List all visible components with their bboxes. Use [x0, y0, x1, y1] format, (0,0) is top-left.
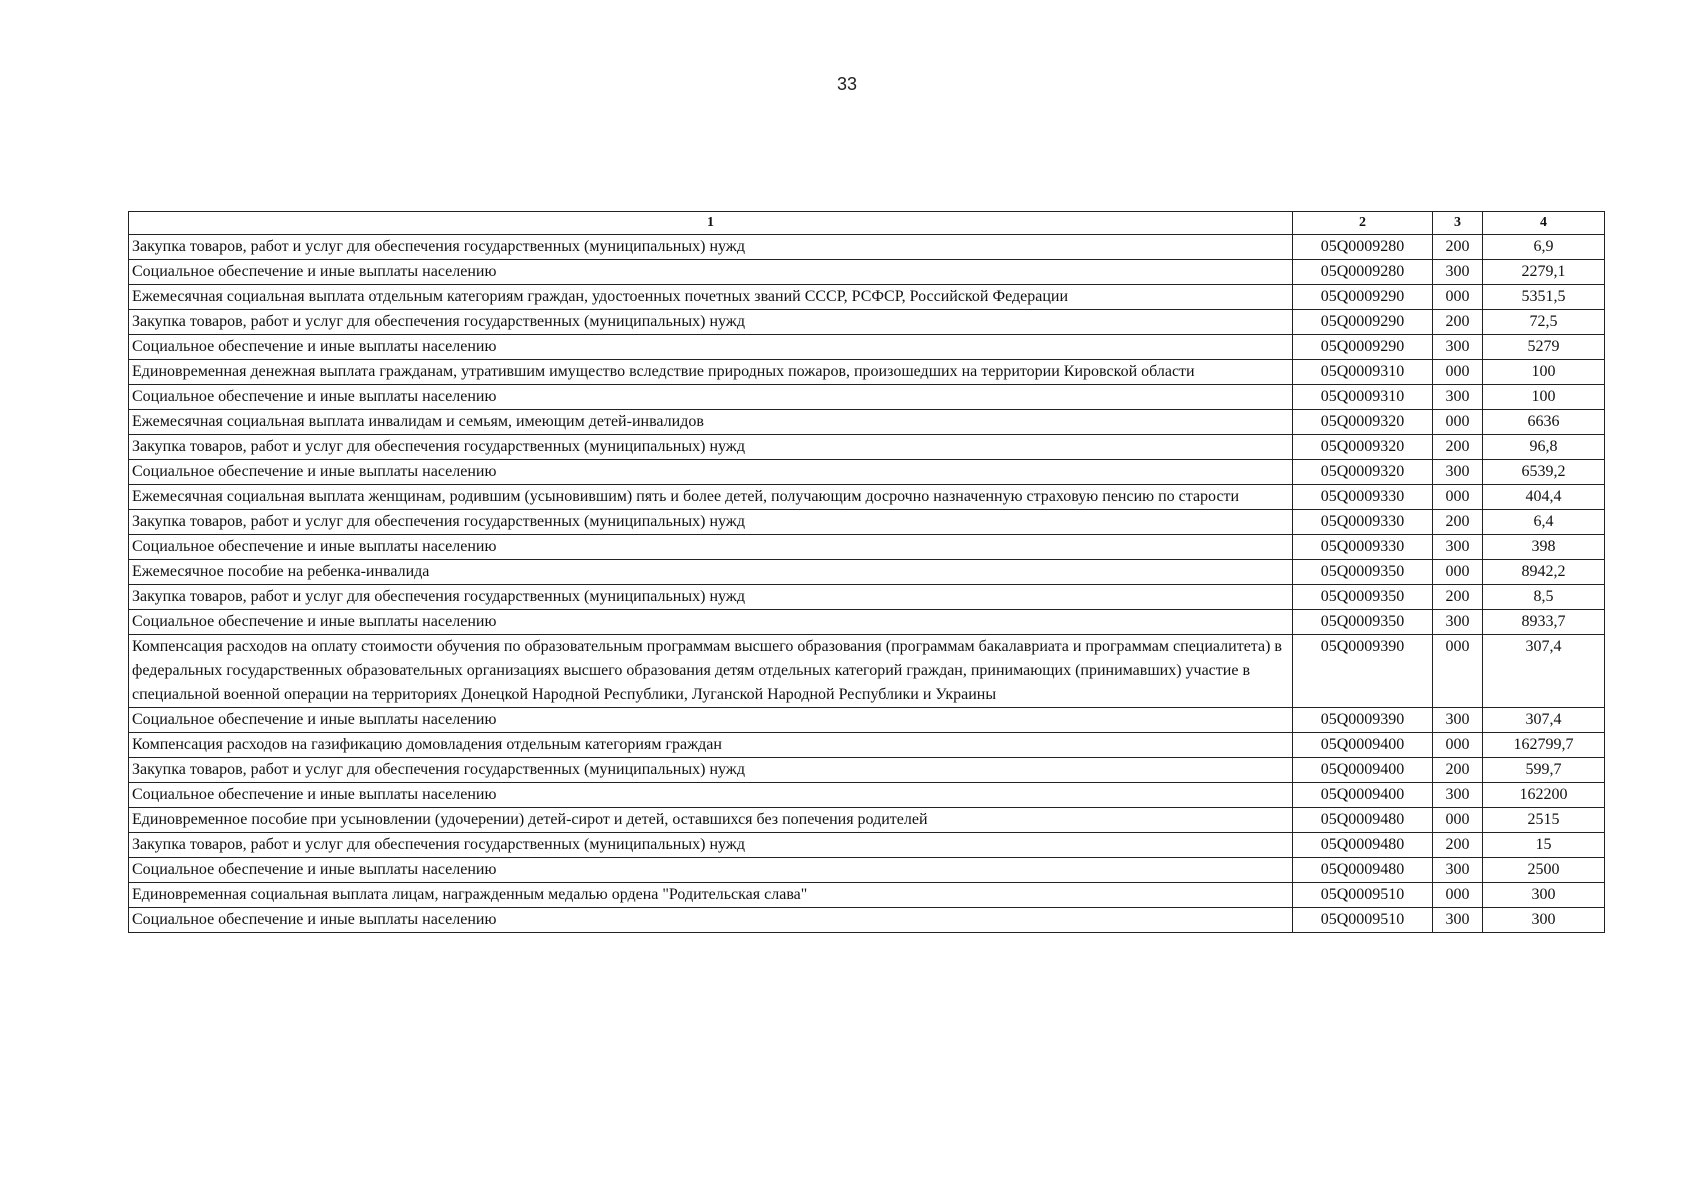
amount-cell: 6,4: [1483, 510, 1605, 535]
table-row: [129, 908, 1605, 933]
target-code-cell: 05Q0009330: [1293, 510, 1433, 535]
table-row: [129, 260, 1605, 285]
table-row: [129, 410, 1605, 435]
table-row: [129, 510, 1605, 535]
expense-type-cell: 300: [1433, 908, 1483, 933]
table-row: [129, 808, 1605, 833]
table-row: [129, 635, 1605, 708]
table-row: [129, 758, 1605, 783]
amount-cell: 6636: [1483, 410, 1605, 435]
expense-name-cell: Ежемесячная социальная выплата инвалидам и семьям, имеющим детей-инвалидов: [129, 410, 1293, 435]
amount-cell: 100: [1483, 385, 1605, 410]
target-code-cell: 05Q0009290: [1293, 310, 1433, 335]
amount-cell: 300: [1483, 883, 1605, 908]
amount-cell: 2279,1: [1483, 260, 1605, 285]
expense-name-cell: Закупка товаров, работ и услуг для обеспечения государственных (муниципальных) нужд: [129, 310, 1293, 335]
expense-name-cell: Закупка товаров, работ и услуг для обеспечения государственных (муниципальных) нужд: [129, 435, 1293, 460]
expense-name-cell: Закупка товаров, работ и услуг для обеспечения государственных (муниципальных) нужд: [129, 758, 1293, 783]
target-code-cell: 05Q0009390: [1293, 708, 1433, 733]
target-code-cell: 05Q0009480: [1293, 858, 1433, 883]
expense-name-cell: Социальное обеспечение и иные выплаты населению: [129, 385, 1293, 410]
expense-type-cell: 300: [1433, 460, 1483, 485]
amount-cell: 5279: [1483, 335, 1605, 360]
expense-type-cell: 300: [1433, 385, 1483, 410]
expense-name-cell: Ежемесячное пособие на ребенка-инвалида: [129, 560, 1293, 585]
expense-type-cell: 000: [1433, 635, 1483, 708]
target-code-cell: 05Q0009280: [1293, 260, 1433, 285]
expense-type-cell: 200: [1433, 235, 1483, 260]
header-cell-1: 1: [129, 212, 1293, 235]
expense-type-cell: 300: [1433, 783, 1483, 808]
table-row: [129, 285, 1605, 310]
target-code-cell: 05Q0009390: [1293, 635, 1433, 708]
target-code-cell: 05Q0009400: [1293, 783, 1433, 808]
table-header-row: [129, 212, 1605, 235]
target-code-cell: 05Q0009330: [1293, 485, 1433, 510]
budget-table: [128, 211, 1605, 933]
amount-cell: 15: [1483, 833, 1605, 858]
expense-type-cell: 300: [1433, 610, 1483, 635]
expense-name-cell: Ежемесячная социальная выплата отдельным категориям граждан, удостоенных почетных званий СССР, РСФСР, Российской Федерации: [129, 285, 1293, 310]
target-code-cell: 05Q0009510: [1293, 883, 1433, 908]
expense-type-cell: 000: [1433, 410, 1483, 435]
target-code-cell: 05Q0009290: [1293, 285, 1433, 310]
expense-name-cell: Закупка товаров, работ и услуг для обеспечения государственных (муниципальных) нужд: [129, 585, 1293, 610]
expense-name-cell: Закупка товаров, работ и услуг для обеспечения государственных (муниципальных) нужд: [129, 833, 1293, 858]
table-body: [129, 212, 1605, 933]
table-row: [129, 883, 1605, 908]
table-row: [129, 235, 1605, 260]
expense-name-cell: Социальное обеспечение и иные выплаты населению: [129, 858, 1293, 883]
expense-type-cell: 000: [1433, 560, 1483, 585]
expense-name-cell: Закупка товаров, работ и услуг для обеспечения государственных (муниципальных) нужд: [129, 510, 1293, 535]
expense-name-cell: Компенсация расходов на газификацию домовладения отдельным категориям граждан: [129, 733, 1293, 758]
expense-type-cell: 000: [1433, 485, 1483, 510]
expense-type-cell: 300: [1433, 708, 1483, 733]
expense-type-cell: 200: [1433, 833, 1483, 858]
header-cell-4: 4: [1483, 212, 1605, 235]
page-number: 33: [836, 74, 858, 94]
expense-name-cell: Социальное обеспечение и иные выплаты населению: [129, 908, 1293, 933]
expense-type-cell: 300: [1433, 335, 1483, 360]
amount-cell: 2500: [1483, 858, 1605, 883]
table-row: [129, 435, 1605, 460]
expense-type-cell: 300: [1433, 858, 1483, 883]
target-code-cell: 05Q0009330: [1293, 535, 1433, 560]
amount-cell: 8933,7: [1483, 610, 1605, 635]
expense-name-cell: Единовременное пособие при усыновлении (удочерении) детей-сирот и детей, оставшихся без попечения родителей: [129, 808, 1293, 833]
table-row: [129, 460, 1605, 485]
target-code-cell: 05Q0009510: [1293, 908, 1433, 933]
amount-cell: 307,4: [1483, 708, 1605, 733]
target-code-cell: 05Q0009350: [1293, 585, 1433, 610]
expense-name-cell: Единовременная социальная выплата лицам, награжденным медалью ордена "Родительская слава": [129, 883, 1293, 908]
amount-cell: 398: [1483, 535, 1605, 560]
table-row: [129, 585, 1605, 610]
target-code-cell: 05Q0009320: [1293, 460, 1433, 485]
amount-cell: 100: [1483, 360, 1605, 385]
expense-type-cell: 300: [1433, 260, 1483, 285]
amount-cell: 599,7: [1483, 758, 1605, 783]
expense-type-cell: 000: [1433, 883, 1483, 908]
amount-cell: 162799,7: [1483, 733, 1605, 758]
target-code-cell: 05Q0009280: [1293, 235, 1433, 260]
expense-type-cell: 000: [1433, 808, 1483, 833]
table-row: [129, 535, 1605, 560]
expense-type-cell: 200: [1433, 510, 1483, 535]
table-row: [129, 560, 1605, 585]
table-row: [129, 335, 1605, 360]
target-code-cell: 05Q0009400: [1293, 733, 1433, 758]
header-cell-2: 2: [1293, 212, 1433, 235]
target-code-cell: 05Q0009480: [1293, 833, 1433, 858]
target-code-cell: 05Q0009350: [1293, 560, 1433, 585]
expense-name-cell: Компенсация расходов на оплату стоимости обучения по образовательным программам высшего образования (программам бакалавриата и программам специалитета) в федеральных государственных образовательных организациях высшего образования детям отдельных категорий граждан, принимающих (принимавших) участие в специальной военной операции на территориях Донецкой Народной Республики, Луганской Народной Республики и Украины: [129, 635, 1293, 708]
expense-type-cell: 200: [1433, 758, 1483, 783]
expense-type-cell: 000: [1433, 360, 1483, 385]
expense-name-cell: Социальное обеспечение и иные выплаты населению: [129, 335, 1293, 360]
amount-cell: 5351,5: [1483, 285, 1605, 310]
amount-cell: 162200: [1483, 783, 1605, 808]
expense-type-cell: 200: [1433, 435, 1483, 460]
target-code-cell: 05Q0009320: [1293, 410, 1433, 435]
expense-name-cell: Социальное обеспечение и иные выплаты населению: [129, 535, 1293, 560]
expense-name-cell: Закупка товаров, работ и услуг для обеспечения государственных (муниципальных) нужд: [129, 235, 1293, 260]
amount-cell: 404,4: [1483, 485, 1605, 510]
expense-type-cell: 300: [1433, 535, 1483, 560]
table-row: [129, 833, 1605, 858]
target-code-cell: 05Q0009310: [1293, 385, 1433, 410]
table-row: [129, 858, 1605, 883]
expense-name-cell: Социальное обеспечение и иные выплаты населению: [129, 460, 1293, 485]
amount-cell: 6,9: [1483, 235, 1605, 260]
expense-name-cell: Социальное обеспечение и иные выплаты населению: [129, 708, 1293, 733]
expense-name-cell: Социальное обеспечение и иные выплаты населению: [129, 260, 1293, 285]
table-row: [129, 385, 1605, 410]
table-row: [129, 708, 1605, 733]
expense-name-cell: Ежемесячная социальная выплата женщинам, родившим (усыновившим) пять и более детей, получающим досрочно назначенную страховую пенсию по старости: [129, 485, 1293, 510]
amount-cell: 6539,2: [1483, 460, 1605, 485]
amount-cell: 8942,2: [1483, 560, 1605, 585]
table-row: [129, 310, 1605, 335]
table-row: [129, 733, 1605, 758]
table-row: [129, 360, 1605, 385]
amount-cell: 8,5: [1483, 585, 1605, 610]
target-code-cell: 05Q0009400: [1293, 758, 1433, 783]
table-row: [129, 610, 1605, 635]
expense-type-cell: 000: [1433, 733, 1483, 758]
target-code-cell: 05Q0009290: [1293, 335, 1433, 360]
target-code-cell: 05Q0009480: [1293, 808, 1433, 833]
expense-name-cell: Социальное обеспечение и иные выплаты населению: [129, 610, 1293, 635]
table-row: [129, 783, 1605, 808]
expense-name-cell: Социальное обеспечение и иные выплаты населению: [129, 783, 1293, 808]
target-code-cell: 05Q0009320: [1293, 435, 1433, 460]
amount-cell: 300: [1483, 908, 1605, 933]
expense-type-cell: 200: [1433, 585, 1483, 610]
table-row: [129, 485, 1605, 510]
target-code-cell: 05Q0009310: [1293, 360, 1433, 385]
amount-cell: 96,8: [1483, 435, 1605, 460]
amount-cell: 2515: [1483, 808, 1605, 833]
expense-type-cell: 200: [1433, 310, 1483, 335]
header-cell-3: 3: [1433, 212, 1483, 235]
target-code-cell: 05Q0009350: [1293, 610, 1433, 635]
expense-type-cell: 000: [1433, 285, 1483, 310]
amount-cell: 72,5: [1483, 310, 1605, 335]
expense-name-cell: Единовременная денежная выплата гражданам, утратившим имущество вследствие природных пожаров, произошедших на территории Кировской области: [129, 360, 1293, 385]
amount-cell: 307,4: [1483, 635, 1605, 708]
